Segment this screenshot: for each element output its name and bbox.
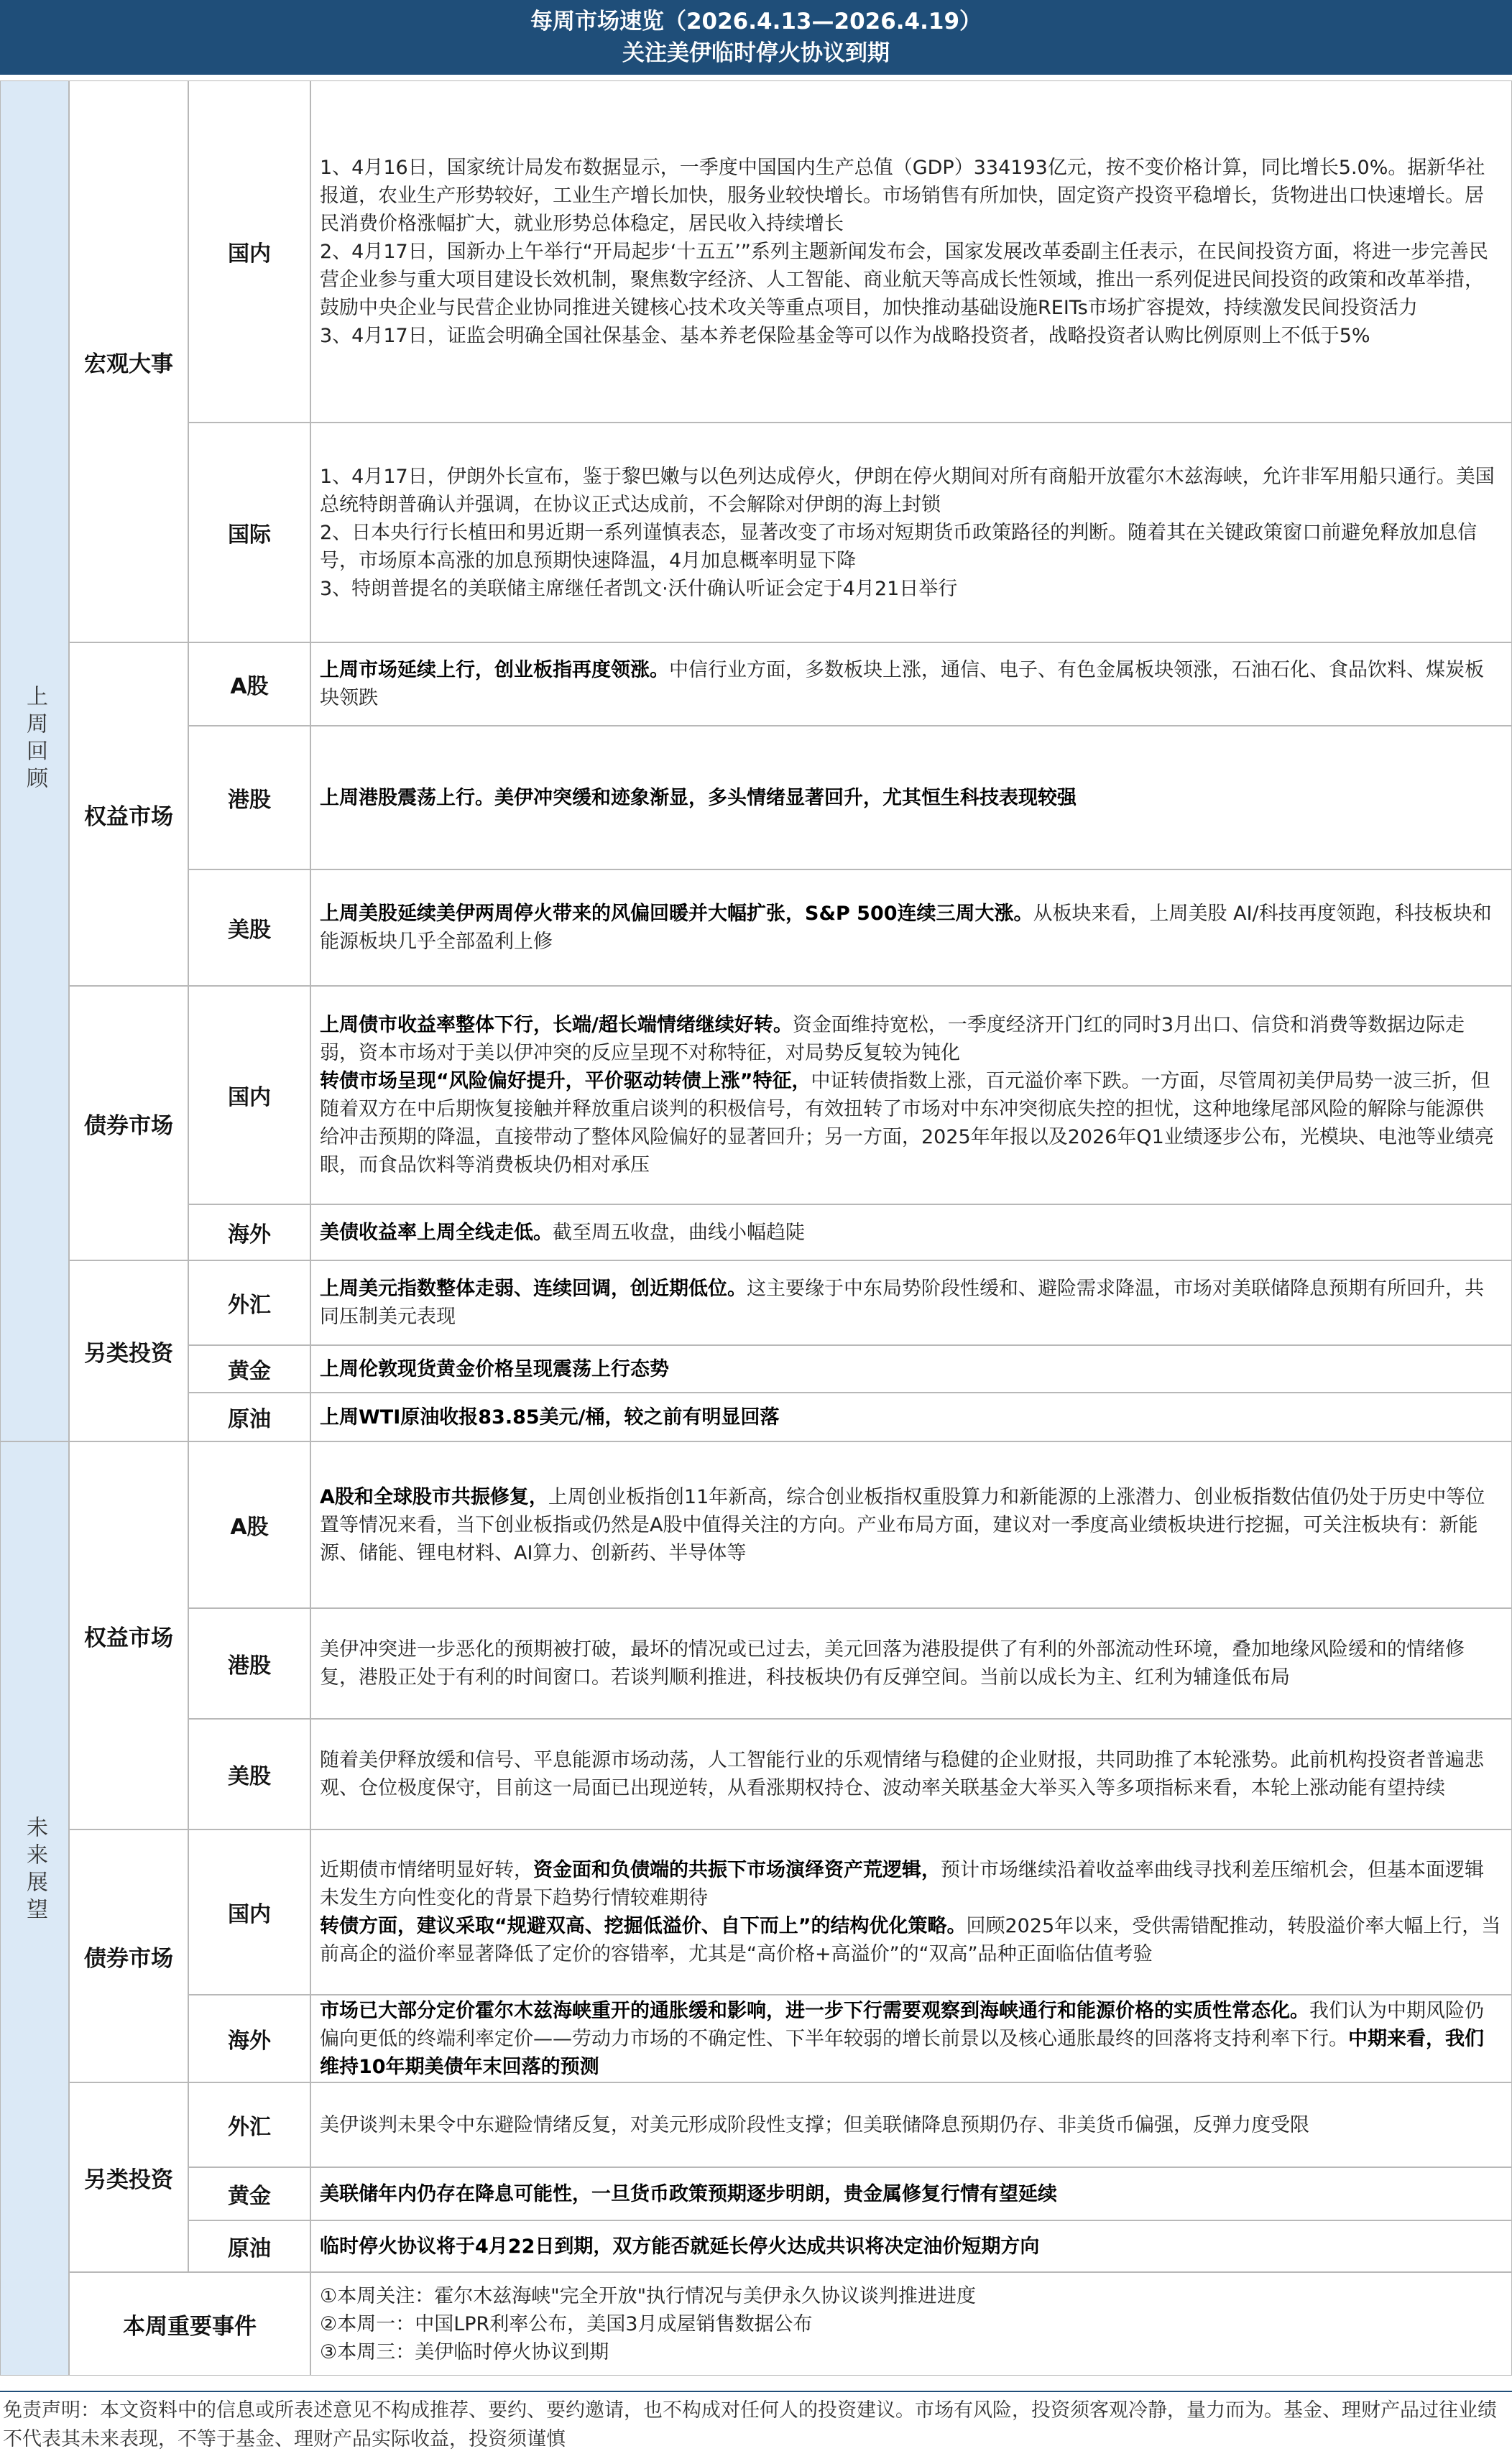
review-bond-overseas-bold: 美债收益率上周全线走低。 xyxy=(320,1221,553,1244)
review-us-content xyxy=(310,869,1512,986)
outlook-alt-label: 另类投资 xyxy=(69,2082,188,2272)
outlook-us-text: 随着美伊释放缓和信号、平息能源市场动荡，人工智能行业的乐观情绪与稳健的企业财报，共同助推了本轮涨势。此前机构投资者普遍悲观、仓位极度保守，目前这一局面已出现逆转，从看涨期权持仓、波动率关联基金大举买入等多项指标来看，本轮上涨动能有望持续 xyxy=(320,1749,1484,1799)
outlook-bond-bold-1: 资金面和负债端的共振下市场演绎资产荒逻辑， xyxy=(533,1859,941,1881)
review-bond-domestic-label: 国内 xyxy=(188,986,310,1204)
review-bond-domestic-content xyxy=(310,986,1512,1204)
event-item: ①本周关注：霍尔木兹海峡"完全开放"执行情况与美伊永久协议谈判推进进度 xyxy=(320,2284,977,2307)
review-gold-content xyxy=(310,1345,1512,1393)
disclaimer: 免责声明：本文资料中的信息或所表述意见不构成推荐、要约、要约邀请，也不构成对任何人的投资建议。市场有风险，投资须客观冷静，量力而为。基金、理财产品过往业绩不代表其未来表现，不等于基金、理财产品实际收益，投资须谨慎 xyxy=(0,2391,1512,2464)
outlook-hk-content xyxy=(310,1608,1512,1719)
review-fx-bold: 上周美元指数整体走弱、连续回调，创近期低位。 xyxy=(320,1278,747,1300)
outlook-bond-text-1b: 预计市场继续沿着收益率曲线寻找利差压缩机会，但基本面逻辑未发生方向性变化的背景下趋势行情较难期待 xyxy=(320,1859,1484,1909)
review-us-label: 美股 xyxy=(188,869,310,986)
outlook-bond-overseas-label: 海外 xyxy=(188,1995,310,2082)
outlook-bond-bold-2: 转债方面，建议采取“规避双高、挖掘低溢价、自下而上”的结构优化策略。 xyxy=(320,1915,967,1937)
review-a-share-label: A股 xyxy=(188,642,310,726)
outlook-bond-domestic-content xyxy=(310,1829,1512,1995)
macro-label: 宏观大事 xyxy=(69,80,188,642)
review-us-text: 从板块来看，上周美股 AI/科技再度领跑，科技板块和能源板块几乎全部盈利上修 xyxy=(320,903,1492,953)
section-outlook-label xyxy=(1,1816,68,1932)
macro-domestic-item: 2、4月17日，国新办上午举行“开局起步‘十五五’”系列主题新闻发布会，国家发展改革委副主任表示，在民间投资方面，将进一步完善民营企业参与重大项目建设长效机制，聚焦数字经济、人工智能、商业航天等高成长性领域，推出一系列促进民间投资的政策和改革举措，鼓励中央企业与民营企业协同推进关键核心技术攻关等重点项目，加快推动基础设施REITs市场扩容提效，持续激发民间投资活力 xyxy=(320,240,1488,319)
section-review-text: 上周回顾 xyxy=(22,685,47,794)
section-review-side xyxy=(0,80,69,1441)
event-item: ②本周一：中国LPR利率公布，美国3月成屋销售数据公布 xyxy=(320,2312,813,2335)
section-outlook-side xyxy=(0,1441,69,2376)
macro-domestic-item: 1、4月16日，国家统计局发布数据显示，一季度中国国内生产总值（GDP）334193亿元，按不变价格计算，同比增长5.0%。据新华社报道，农业生产形势较好，工业生产增长加快，服务业较快增长。市场销售有所加快，固定资产投资平稳增长，货物进出口快速增长。居民消费价格涨幅扩大，就业形势总体稳定，居民收入持续增长 xyxy=(320,156,1485,235)
outlook-bond-overseas-bold-1: 市场已大部分定价霍尔木兹海峡重开的通胀缓和影响，进一步下行需要观察到海峡通行和能源价格的实质性常态化。 xyxy=(320,1999,1309,2022)
outlook-hk-label: 港股 xyxy=(188,1608,310,1719)
review-bond-label: 债券市场 xyxy=(69,986,188,1260)
outlook-gold-content xyxy=(310,2167,1512,2220)
macro-domestic-label: 国内 xyxy=(188,80,310,423)
review-us-bold: 上周美股延续美伊两周停火带来的风偏回暖并大幅扩张，S&P 500连续三周大涨。 xyxy=(320,903,1033,925)
section-review-label xyxy=(1,685,68,801)
macro-intl-item: 2、日本央行行长植田和男近期一系列谨慎表态，显著改变了市场对短期货币政策路径的判断。随着其在关键政策窗口前避免释放加息信号，市场原本高涨的加息预期快速降温，4月加息概率明显下降 xyxy=(320,521,1478,572)
outlook-fx-content xyxy=(310,2082,1512,2167)
macro-international-label: 国际 xyxy=(188,423,310,642)
review-bond-text-2: 中证转债指数上涨，百元溢价率下跌。一方面，尽管周初美伊局势一波三折，但随着双方在中后期恢复接触并释放重启谈判的积极信号，有效扭转了市场对中东冲突彻底失控的担忧，这种地缘尾部风险的解除与能源供给冲击预期的降温，直接带动了整体风险偏好的显著回升；另一方面，2025年年报以及2026年Q1业绩逐步公布，光模块、电池等业绩亮眼，而食品饮料等消费板块仍相对承压 xyxy=(320,1070,1494,1176)
report-subtitle: 关注美伊临时停火协议到期 xyxy=(622,40,890,66)
review-fx-text: 这主要缘于中东局势阶段性缓和、避险需求降温，市场对美联储降息预期有所回升，共同压制美元表现 xyxy=(320,1278,1484,1328)
outlook-a-share-bold: A股和全球股市共振修复， xyxy=(320,1485,548,1508)
review-oil-label: 原油 xyxy=(188,1393,310,1441)
outlook-oil-label: 原油 xyxy=(188,2220,310,2272)
review-fx-content xyxy=(310,1260,1512,1345)
review-oil-content xyxy=(310,1393,1512,1441)
review-oil-bold: 上周WTI原油收报83.85美元/桶，较之前有明显回落 xyxy=(320,1406,780,1429)
outlook-hk-text: 美伊冲突进一步恶化的预期被打破，最坏的情况或已过去，美元回落为港股提供了有利的外部流动性环境，叠加地缘风险缓和的情绪修复，港股正处于有利的时间窗口。若谈判顺利推进，科技板块仍有反弹空间。当前以成长为主、红利为辅逢低布局 xyxy=(320,1638,1465,1689)
outlook-fx-text: 美伊谈判未果令中东避险情绪反复，对美元形成阶段性支撑；但美联储降息预期仍存、非美货币偏强，反弹力度受限 xyxy=(320,2113,1309,2136)
macro-international-content xyxy=(310,423,1512,642)
events-label: 本周重要事件 xyxy=(69,2272,310,2376)
section-outlook-text: 未来展望 xyxy=(22,1816,47,1925)
review-bond-overseas-label: 海外 xyxy=(188,1204,310,1260)
outlook-a-share-label: A股 xyxy=(188,1441,310,1608)
review-hk-bold: 上周港股震荡上行。美伊冲突缓和迹象渐显，多头情绪显著回升，尤其恒生科技表现较强 xyxy=(320,786,1077,809)
report-header xyxy=(0,0,1512,75)
outlook-fx-label: 外汇 xyxy=(188,2082,310,2167)
outlook-bond-overseas-bold-2: 中期来看，我们维持10年期美债年末回落的预测 xyxy=(320,2027,1484,2078)
outlook-gold-label: 黄金 xyxy=(188,2167,310,2220)
events-content xyxy=(310,2272,1512,2376)
outlook-equity-label: 权益市场 xyxy=(69,1441,188,1829)
review-bond-text-1: 资金面维持宽松，一季度经济开门红的同时3月出口、信贷和消费等数据边际走弱，资本市场对于美以伊冲突的反应呈现不对称特征，对局势反复较为钝化 xyxy=(320,1014,1465,1064)
outlook-bond-domestic-label: 国内 xyxy=(188,1829,310,1995)
review-bond-bold-2: 转债市场呈现“风险偏好提升，平价驱动转债上涨”特征， xyxy=(320,1070,811,1092)
review-bond-overseas-content xyxy=(310,1204,1512,1260)
review-equity-label: 权益市场 xyxy=(69,642,188,986)
event-item: ③本周三：美伊临时停火协议到期 xyxy=(320,2340,609,2363)
outlook-oil-bold: 临时停火协议将于4月22日到期，双方能否就延长停火达成共识将决定油价短期方向 xyxy=(320,2235,1040,2258)
outlook-bond-text-1a: 近期债市情绪明显好转， xyxy=(320,1859,533,1881)
review-hk-content xyxy=(310,726,1512,869)
review-a-share-bold: 上周市场延续上行，创业板指再度领涨。 xyxy=(320,659,669,681)
review-a-share-text: 中信行业方面，多数板块上涨，通信、电子、有色金属板块领涨，石油石化、食品饮料、煤炭板块领跌 xyxy=(320,659,1484,709)
outlook-oil-content xyxy=(310,2220,1512,2272)
macro-intl-item: 1、4月17日，伊朗外长宣布，鉴于黎巴嫩与以色列达成停火，伊朗在停火期间对所有商船开放霍尔木兹海峡，允许非军用船只通行。美国总统特朗普确认并强调，在协议正式达成前，不会解除对伊朗的海上封锁 xyxy=(320,465,1495,516)
outlook-us-content xyxy=(310,1719,1512,1829)
outlook-bond-overseas-text-1: 我们认为中期风险仍偏向更低的终端利率定价——劳动力市场的不确定性、下半年较弱的增长前景以及核心通胀最终的回落将支持利率下行。 xyxy=(320,1999,1484,2050)
review-fx-label: 外汇 xyxy=(188,1260,310,1345)
macro-intl-item: 3、特朗普提名的美联储主席继任者凯文·沃什确认听证会定于4月21日举行 xyxy=(320,577,958,600)
outlook-gold-bold: 美联储年内仍存在降息可能性，一旦货币政策预期逐步明朗，贵金属修复行情有望延续 xyxy=(320,2182,1057,2205)
outlook-us-label: 美股 xyxy=(188,1719,310,1829)
review-alt-label: 另类投资 xyxy=(69,1260,188,1441)
outlook-a-share-text: 上周创业板指创11年新高，综合创业板指权重股算力和新能源的上涨潜力、创业板指数估值仍处于历史中等位置等情况来看，当下创业板指或仍然是A股中值得关注的方向。产业布局方面，建议对一季度高业绩板块进行挖掘，可关注板块有：新能源、储能、锂电材料、AI算力、创新药、半导体等 xyxy=(320,1485,1485,1564)
review-gold-label: 黄金 xyxy=(188,1345,310,1393)
review-bond-overseas-text: 截至周五收盘，曲线小幅趋陡 xyxy=(553,1221,805,1244)
outlook-bond-text-2: 回顾2025年以来，受供需错配推动，转股溢价率大幅上行，当前高企的溢价率显著降低了定价的容错率，尤其是“高价格+高溢价”的“双高”品种正面临估值考验 xyxy=(320,1915,1501,1965)
outlook-bond-overseas-content xyxy=(310,1995,1512,2082)
outlook-a-share-content xyxy=(310,1441,1512,1608)
macro-domestic-content xyxy=(310,80,1512,423)
macro-domestic-item: 3、4月17日，证监会明确全国社保基金、基本养老保险基金等可以作为战略投资者，战略投资者认购比例原则上不低于5% xyxy=(320,324,1370,347)
review-gold-bold: 上周伦敦现货黄金价格呈现震荡上行态势 xyxy=(320,1357,669,1380)
outlook-bond-label: 债券市场 xyxy=(69,1829,188,2082)
review-a-share-content xyxy=(310,642,1512,726)
review-bond-bold-1: 上周债市收益率整体下行，长端/超长端情绪继续好转。 xyxy=(320,1014,793,1036)
report-title: 每周市场速览（2026.4.13—2026.4.19） xyxy=(530,9,982,34)
review-hk-label: 港股 xyxy=(188,726,310,869)
